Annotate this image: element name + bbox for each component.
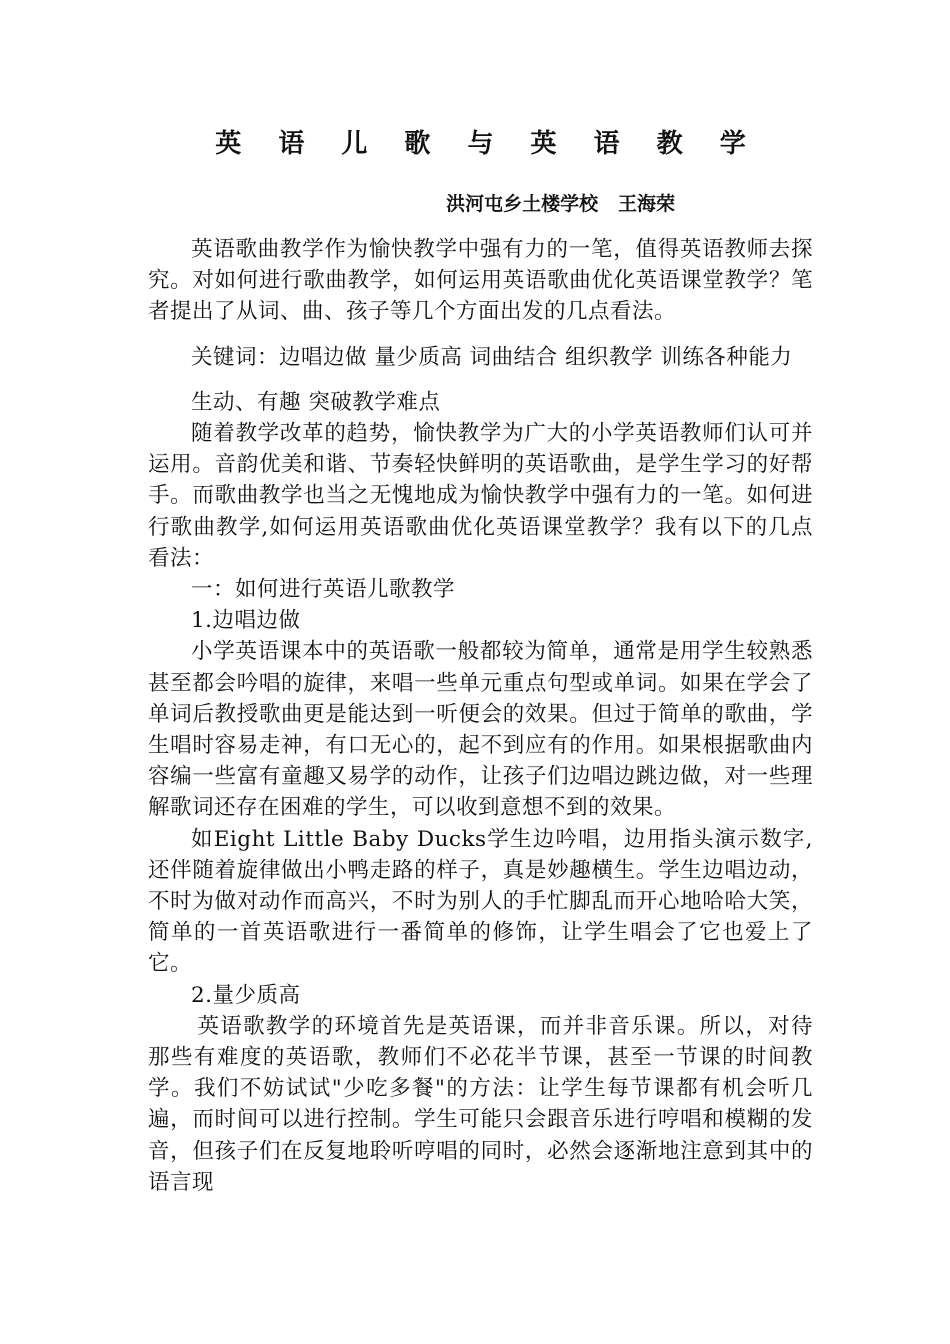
- sub1-paragraph-1: 小学英语课本中的英语歌一般都较为简单，通常是用学生较熟悉甚至都会吟唱的旋律，来唱一些单元重点句型或单词。如果在学会了单词后教授歌曲更是能达到一听便会的效果。但过于简单的歌曲，学生唱时容易走神，有口无心的，起不到应有的作用。如果根据歌曲内容编一些富有童趣又易学的动作，让孩子们边唱边跳边做，对一些理解歌词还存在困难的学生，可以收到意想不到的效果。: [148, 639, 813, 821]
- author-line: 洪河屯乡土楼学校 王海荣: [446, 193, 675, 215]
- sub1-heading: 1.边唱边做: [191, 608, 301, 634]
- abstract-paragraph: 英语歌曲教学作为愉快教学中强有力的一笔，值得英语教师去探究。对如何进行歌曲教学，如何运用英语歌曲优化英语课堂教学？笔者提出了从词、曲、孩子等几个方面出发的几点看法。: [148, 237, 813, 325]
- intro-paragraph: 随着教学改革的趋势，愉快教学为广大的小学英语教师们认可并运用。音韵优美和谐、节奏轻快鲜明的英语歌曲，是学生学习的好帮手。而歌曲教学也当之无愧地成为愉快教学中强有力的一笔。如何进行歌曲教学,如何运用英语歌曲优化英语课堂教学？我有以下的几点看法：: [148, 421, 813, 571]
- sub2-heading: 2.量少质高: [191, 982, 301, 1008]
- document-page: [148, 122, 813, 1198]
- subtitle-line: 生动、有趣 突破教学难点: [191, 389, 441, 415]
- keywords-paragraph: 关键词：边唱边做 量少质高 词曲结合 组织教学 训练各种能力: [191, 344, 793, 370]
- sub2-paragraph-1: 英语歌教学的环境首先是英语课，而并非音乐课。所以，对待那些有难度的英语歌，教师们不必花半节课，甚至一节课的时间教学。我们不妨试试"少吃多餐"的方法：让学生每节课都有机会听几遍，而时间可以进行控制。学生可能只会跟音乐进行哼唱和模糊的发音，但孩子们在反复地聆听哼唱的同时，必然会逐渐地注意到其中的语言现: [148, 1013, 813, 1195]
- sub1-paragraph-2: 如Eight Little Baby Ducks学生边吟唱，边用指头演示数字,还伴随着旋律做出小鸭走路的样子，真是妙趣横生。学生边唱边动，不时为做对动作而高兴，不时为别人的手忙脚乱而开心地哈哈大笑，简单的一首英语歌进行一番简单的修饰，让学生唱会了它也爱上了它。: [148, 826, 813, 977]
- document-title: 英 语 儿 歌 与 英 语 教 学: [215, 129, 760, 159]
- section1-heading: 一：如何进行英语儿歌教学: [191, 577, 456, 603]
